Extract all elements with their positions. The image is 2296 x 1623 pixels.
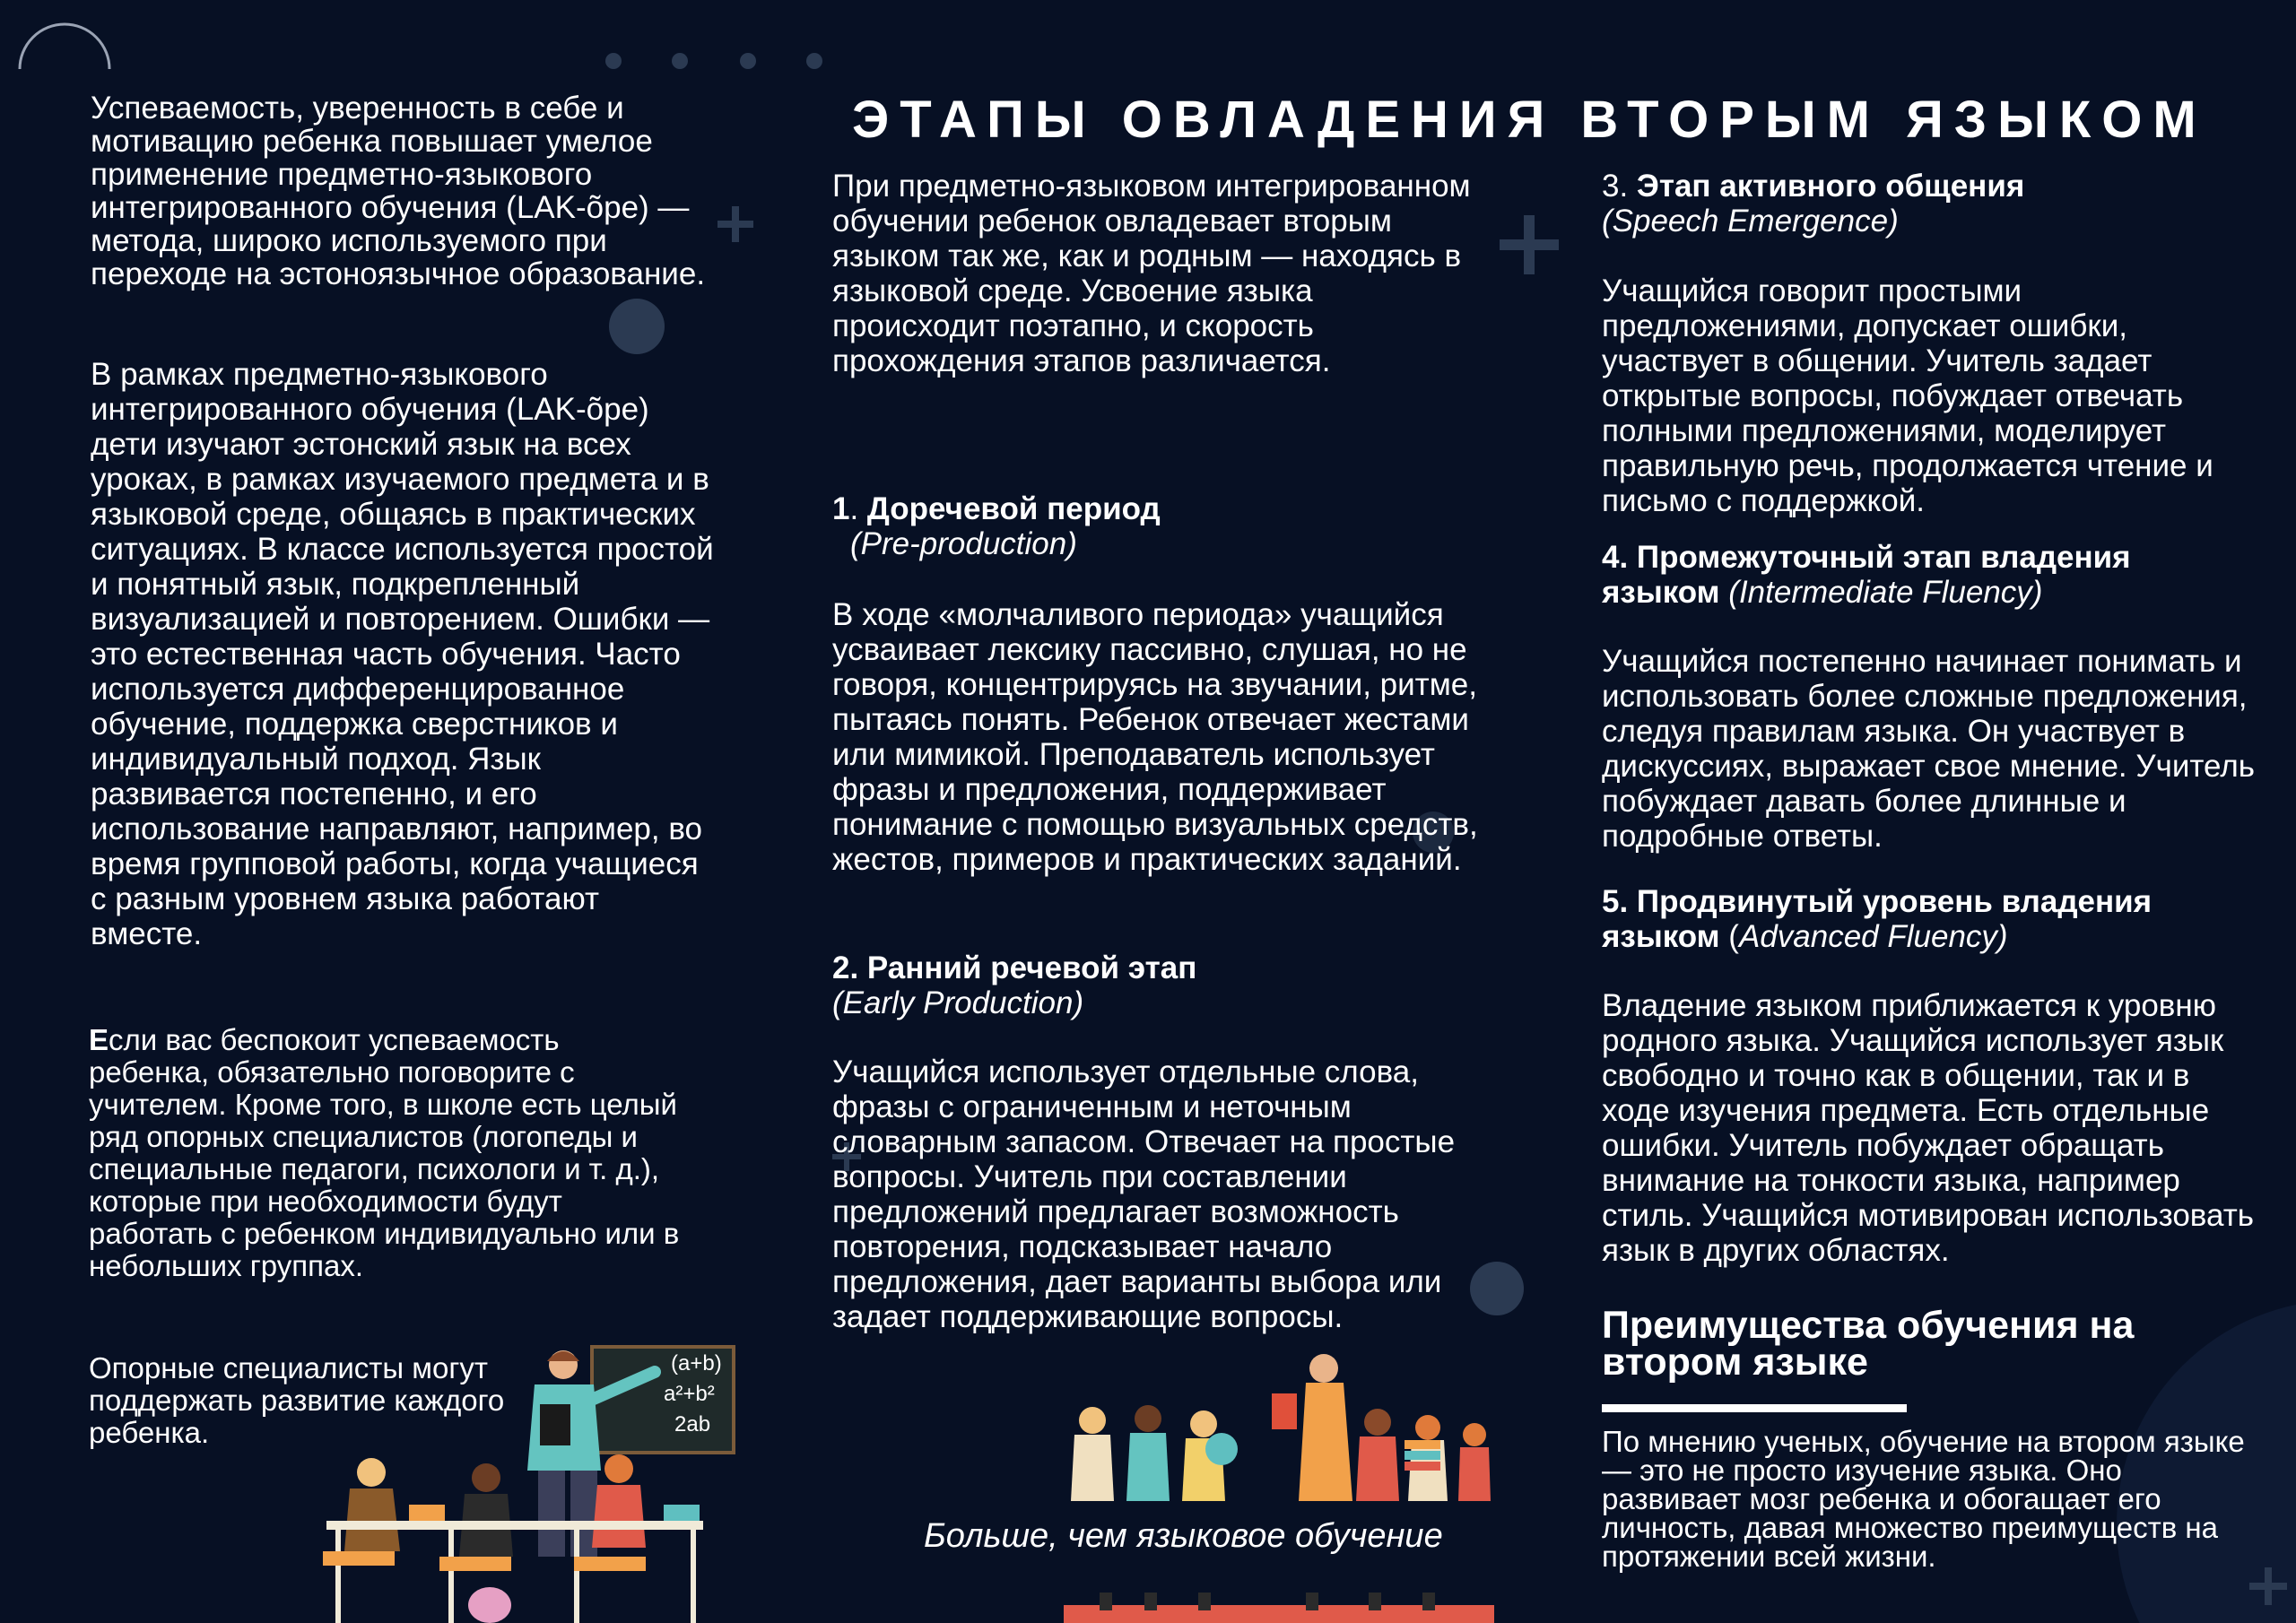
stage-3-text: Учащийся говорит простыми предложениями, допускает ошибки, участвует в общении. Учитель задает открытые вопросы, побуждает отвечать полными предложениями, моделирует правильную речь, продолжается чтение и письмо с поддержкой.	[1602, 273, 2213, 518]
benefits-heading: Преимущества обучения на втором языке	[1602, 1304, 2135, 1384]
stage-3-title: Этап активного общения	[1636, 169, 2025, 204]
support-paragraph	[89, 1024, 681, 1282]
benefits-text: По мнению ученых, обучение на втором языке — это не просто изучение языка. Оно развивает мозг ребенка и обогащает его личность, давая множество преимуществ на протяжении всей жизни.	[1602, 1425, 2245, 1573]
intro-paragraph: Успеваемость, уверенность в себе и мотивацию ребенка повышает умелое применение предметно-языкового интегрированного обучения (LAK-õpe) — метода, широко используемого при переходе на эстоноязычное образование.	[91, 91, 706, 291]
benefits-heading-underline	[1602, 1404, 1907, 1412]
stage-1-number: 1	[832, 491, 850, 526]
students-group-illustration	[1064, 1350, 1494, 1503]
decor-plus-icon	[1496, 212, 1562, 278]
decor-circle-icon	[608, 298, 665, 355]
stage-1-text: В ходе «молчаливого периода» учащийся усваивает лексику пассивно, слушая, но не говоря, концентрируясь на звучании, ритме, пытаясь понять. Ребенок отвечает жестами или мимикой. Преподаватель использует фразы и предложения, поддерживает понимание с помощью визуальных средств, жестов, примеров и практических заданий.	[832, 597, 1478, 877]
stage-1-dot: .	[849, 491, 859, 526]
stage-5-subtitle: Advanced Fluency)	[1738, 919, 2008, 954]
stage-1-subtitle	[850, 526, 1478, 561]
stage-1-subtitle-text: (Pre-production)	[850, 526, 1077, 561]
caption: Больше, чем языковое обучение	[924, 1517, 1443, 1555]
drop-initial: Е	[89, 1023, 109, 1056]
specialists-paragraph: Опорные специалисты могут поддержать развитие каждого ребенка.	[89, 1351, 505, 1449]
stage-5-heading	[1602, 884, 2230, 954]
classroom-teacher-illustration	[314, 1345, 735, 1623]
stage-4-title: 4. Промежуточный этап владения языком	[1602, 540, 2131, 610]
stage-4-heading	[1602, 540, 2230, 610]
blackboard-line-1: (a+b)	[671, 1351, 722, 1376]
stage-2-title: 2. Ранний речевой этап	[832, 950, 1197, 985]
stage-5-text: Владение языком приближается к уровню родного языка. Учащийся использует язык свободно и точно как в общении, так и в ходе изучения предмета. Есть отдельные ошибки. Учитель побуждает обращать внимание на тонкости языка, например стиль. Учащийся мотивирован использовать язык в других областях.	[1602, 988, 2254, 1268]
stage-5-title: . Продвинутый уровень владения языком	[1602, 884, 2152, 954]
page-title: ЭТАПЫ ОВЛАДЕНИЯ ВТОРЫМ ЯЗЫКОМ	[852, 91, 2207, 149]
stage-5-subtitle-open: (	[1719, 919, 1739, 954]
students-feet-illustration	[1064, 1593, 1494, 1623]
stage-2-text: Учащийся использует отдельные слова, фразы с ограниченным и неточным словарным запасом. Отвечает на простые вопросы. Учитель при составлении предложений предлагает возможность повторения, подсказывает начало предложения, дает варианты выбора или задает поддерживающие вопросы.	[832, 1055, 1456, 1334]
decor-dots-icon	[601, 52, 834, 70]
decor-half-circle-icon	[16, 20, 115, 74]
decor-plus-icon	[714, 203, 757, 246]
stage-1-title: Доречевой период	[858, 491, 1161, 526]
stage-4-subtitle: (Intermediate Fluency)	[1719, 575, 2043, 610]
stage-4-text: Учащийся постепенно начинает понимать и использовать более сложные предложения, следуя правилам языка. Он участвует в дискуссиях, выражает свое мнение. Учитель побуждает давать более длинные и подробные ответы.	[1602, 644, 2255, 854]
lak-description-paragraph: В рамках предметно-языкового интегрированного обучения (LAK-õpe) дети изучают эстонский язык на всех уроках, в рамках изучаемого предмета и в языковой среде, общаясь в практических ситуациях. В классе используется простой и понятный язык, подкрепленный визуализацией и повторением. Ошибки — это естественная часть обучения. Часто используется дифференцированное обучение, поддержка сверстников и индивидуальный подход. Язык развивается постепенно, и его использование направляют, например, во время групповой работы, когда учащиеся с разным уровнем языка работают вместе.	[91, 357, 714, 951]
stage-2-heading	[832, 950, 1478, 985]
stage-1-heading	[832, 491, 1478, 526]
stage-3-subtitle	[1602, 204, 2248, 239]
middle-intro-paragraph: При предметно-языковом интегрированном обучении ребенок овладевает вторым языком так же, как и родным — находясь в языковой среде. Усвоение языка происходит поэтапно, и скорость прохождения этапов различается.	[832, 169, 1471, 378]
stage-3-number: 3.	[1602, 169, 1637, 204]
stage-2-subtitle	[832, 985, 1478, 1020]
blackboard-line-2: a²+b²	[664, 1382, 715, 1406]
stage-5-number: 5	[1602, 884, 1620, 919]
stage-3-subtitle-text: (Speech Emergence)	[1602, 204, 1899, 239]
stage-3-heading	[1602, 169, 2248, 204]
stage-2-subtitle-text: (Early Production)	[832, 985, 1084, 1020]
support-paragraph-text: сли вас беспокоит успеваемость ребенка, обязательно поговорите с учителем. Кроме того, в школе есть целый ряд опорных специалистов (логопеды и специальные педагоги, психологи и т. д.), которые при необходимости будут работать с ребенком индивидуально или в небольших группах.	[89, 1023, 680, 1282]
blackboard-line-3: 2ab	[674, 1412, 711, 1436]
